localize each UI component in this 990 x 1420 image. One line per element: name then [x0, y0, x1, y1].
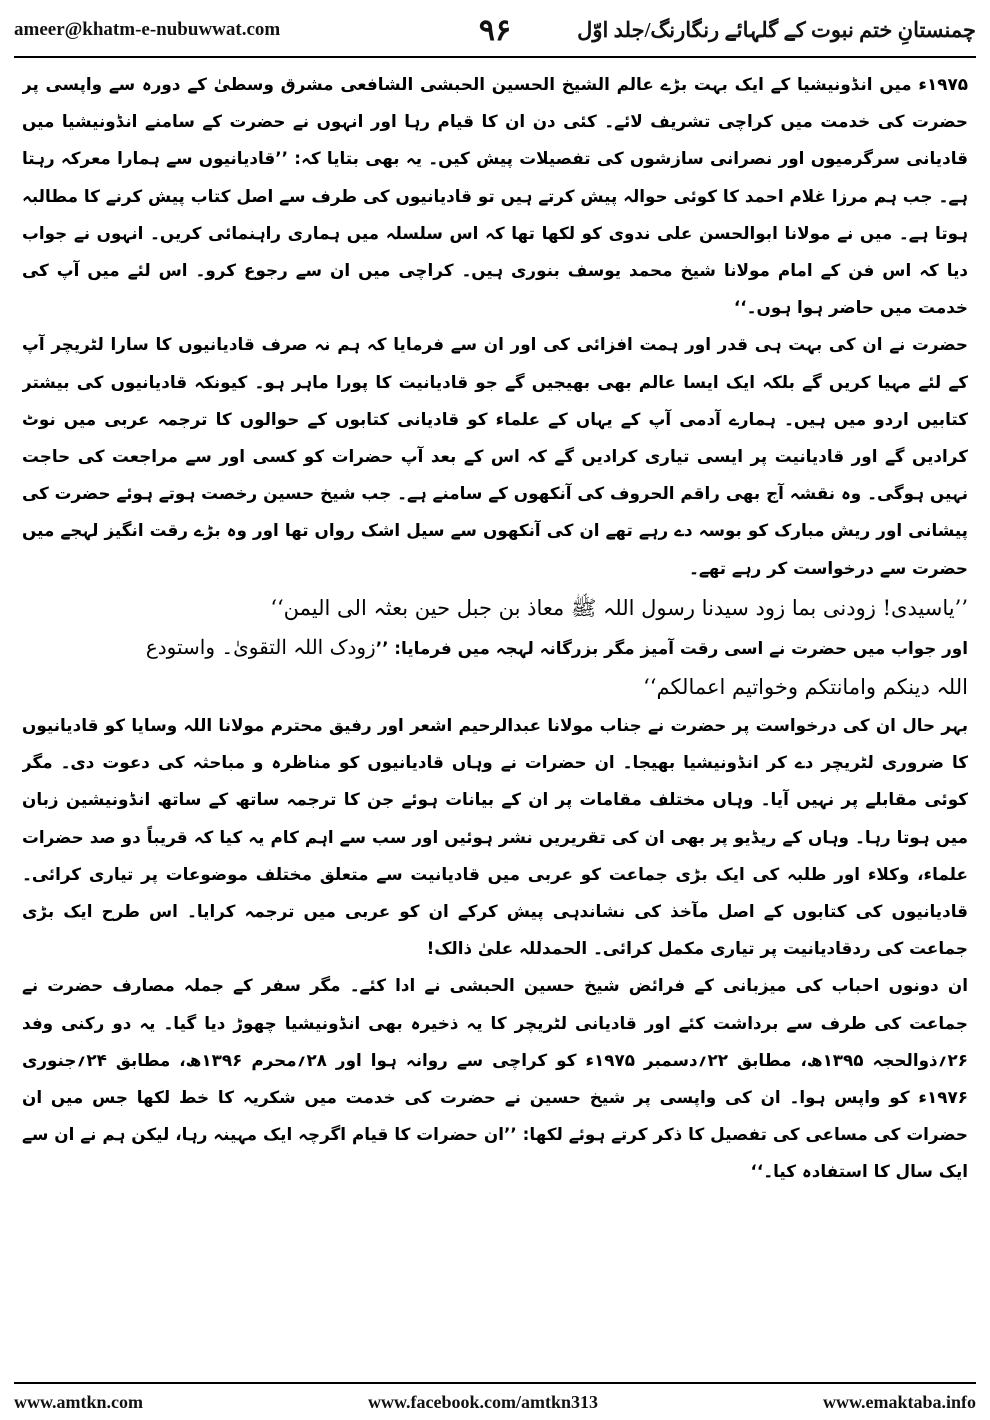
book-title: چمنستانِ ختم نبوت کے گلہائے رنگارنگ/جلد اوّل: [577, 17, 976, 42]
header-divider: [14, 56, 976, 58]
paragraph-3: بہر حال ان کی درخواست پر حضرت نے جناب مولانا عبدالرحیم اشعر اور رفیق محترم مولانا اللہ وسایا کو قادیانیوں کا ضروری لٹریچر دے کر انڈونیشیا بھیجا۔ ان حضرات نے وہاں قادیانیوں کو مناظرہ و مباحثہ کی دعوت دی۔ مگر کوئی مقابلے پر نہیں آیا۔ وہاں مختلف مقامات پر ان کے بیانات ہوئے جن کا ترجمہ ساتھ کے ساتھ انڈونیشین زبان میں ہوتا رہا۔ وہاں کے ریڈیو پر بھی ان کی تقریریں نشر ہوئیں اور سب سے اہم کام یہ کیا کہ قریباً دو صد حضرات علماء، وکلاء اور طلبہ کی ایک بڑی جماعت کو عربی میں قادیانیت سے متعلق مختلف موضوعات پر تیاری کرائی۔ قادیانیوں کی کتابوں کے اصل مآخذ کی نشاندہی پیش کرکے ان کو عربی میں ترجمہ کرایا۔ اس طرح ایک بڑی جماعت کی ردقادیانیت پر تیاری مکمل کرائی۔ الحمدللہ علیٰ ذالک!: [22, 715, 968, 959]
page-header: [14, 10, 976, 50]
reply-arabic-1: زودک اللہ التقویٰ۔ واستودع: [145, 634, 376, 659]
reply-arabic-2: اللہ دینکم وامانتکم وخواتیم اعمالکم‘‘: [643, 675, 968, 700]
paragraph-4: ان دونوں احباب کی میزبانی کے فرائض شیخ حسین الحبشی نے ادا کئے۔ مگر سفر کے جملہ مصارف حضرت نے جماعت کی طرف سے برداشت کئے اور قادیانی لٹریچر کا یہ ذخیرہ بھی انڈونیشیا چھوڑ دیا گیا۔ یہ دو رکنی وفد ۲۶؍ذوالحجہ ۱۳۹۵ھ، مطابق ۲۲؍دسمبر ۱۹۷۵ء کو کراچی سے روانہ ہوا اور ۲۸؍محرم ۱۳۹۶ھ، مطابق ۲۴؍جنوری ۱۹۷۶ء کو واپس ہوا۔ ان کی واپسی پر شیخ حسین نے حضرت کی خدمت میں شکریہ کا خط لکھا جس میں ان حضرات کی مساعی کی تفصیل کا ذکر کرتے ہوئے لکھا: ’’ان حضرات کا قیام اگرچہ ایک مہینہ رہا، لیکن ہم نے ان سے ایک سال کا استفادہ کیا۔‘‘: [22, 975, 968, 1182]
paragraph-2: حضرت نے ان کی بہت ہی قدر اور ہمت افزائی کی اور ان سے فرمایا کہ ہم نہ صرف قادیانیوں کا سارا لٹریچر آپ کے لئے مہیا کریں گے بلکہ ایک ایسا عالم بھی بھیجیں گے جو قادیانیت کا پورا ماہر ہو۔ کیونکہ قادیانیوں کی بیشتر کتابیں اردو میں ہیں۔ ہمارے آدمی آپ کے یہاں کے علماء کو قادیانی کتابوں کے حوالوں کا ترجمہ عربی میں نوٹ کرادیں گے اور قادیانیت پر ایسی تیاری کرادیں گے کہ اس کے بعد آپ حضرات کو کسی اور سے مراجعت کی حاجت نہیں ہوگی۔ وہ نقشہ آج بھی راقم الحروف کی آنکھوں کے سامنے ہے۔ جب شیخ حسین رخصت ہوتے ہوئے حضرت کی پیشانی اور ریش مبارک کو بوسہ دے رہے تھے ان کی آنکھوں سے سیل اشک رواں تھا اور وہ بڑے رقت انگیز لہجے میں حضرت سے درخواست کر رہے تھے۔: [22, 334, 968, 578]
page-footer: [14, 1390, 976, 1414]
footer-link-center[interactable]: www.facebook.com/amtkn313: [367, 1391, 598, 1412]
page-body: [22, 66, 968, 1378]
footer-link-left[interactable]: www.amtkn.com: [14, 1391, 143, 1412]
footer-link-right[interactable]: www.emaktaba.info: [822, 1391, 976, 1412]
reply-paragraph: [22, 629, 968, 667]
reply-intro: اور جواب میں حضرت نے اسی رقت آمیز مگر بزرگانہ لہجہ میں فرمایا: ’’: [375, 637, 968, 658]
header-email: ameer@khatm-e-nubuwwat.com: [14, 19, 281, 40]
page-number: ۹۶: [478, 13, 512, 47]
footer-divider: [14, 1382, 976, 1384]
arabic-quote: ’’یاسیدی! زودنی بما زود سیدنا رسول اللہ ﷺ معاذ بن جبل حین بعثہ الی الیمن‘‘: [270, 595, 968, 620]
paragraph-1: ۱۹۷۵ء میں انڈونیشیا کے ایک بہت بڑے عالم الشیخ الحسین الحبشی الشافعی مشرق وسطیٰ کے دورہ سے واپسی پر حضرت کی خدمت میں کراچی تشریف لائے۔ کئی دن ان کا قیام رہا اور انہوں نے حضرت کے سامنے انڈونیشیا میں قادیانی سرگرمیوں اور نصرانی سازشوں کی تفصیلات پیش کیں۔ یہ بھی بتایا کہ: ’’قادیانیوں سے ہمارا معرکہ رہتا ہے۔ جب ہم مرزا غلام احمد کا کوئی حوالہ پیش کرتے ہیں تو قادیانیوں کی طرف سے اصل کتاب پیش کرنے کا مطالبہ ہوتا ہے۔ میں نے مولانا ابوالحسن علی ندوی کو لکھا تھا کہ اس سلسلہ میں ہماری راہنمائی کریں۔ انہوں نے جواب دیا کہ اس فن کے امام مولانا شیخ محمد یوسف بنوری ہیں۔ کراچی میں ان سے رجوع کرو۔ اس لئے میں آپ کی خدمت میں حاضر ہوا ہوں۔‘‘: [22, 74, 968, 318]
